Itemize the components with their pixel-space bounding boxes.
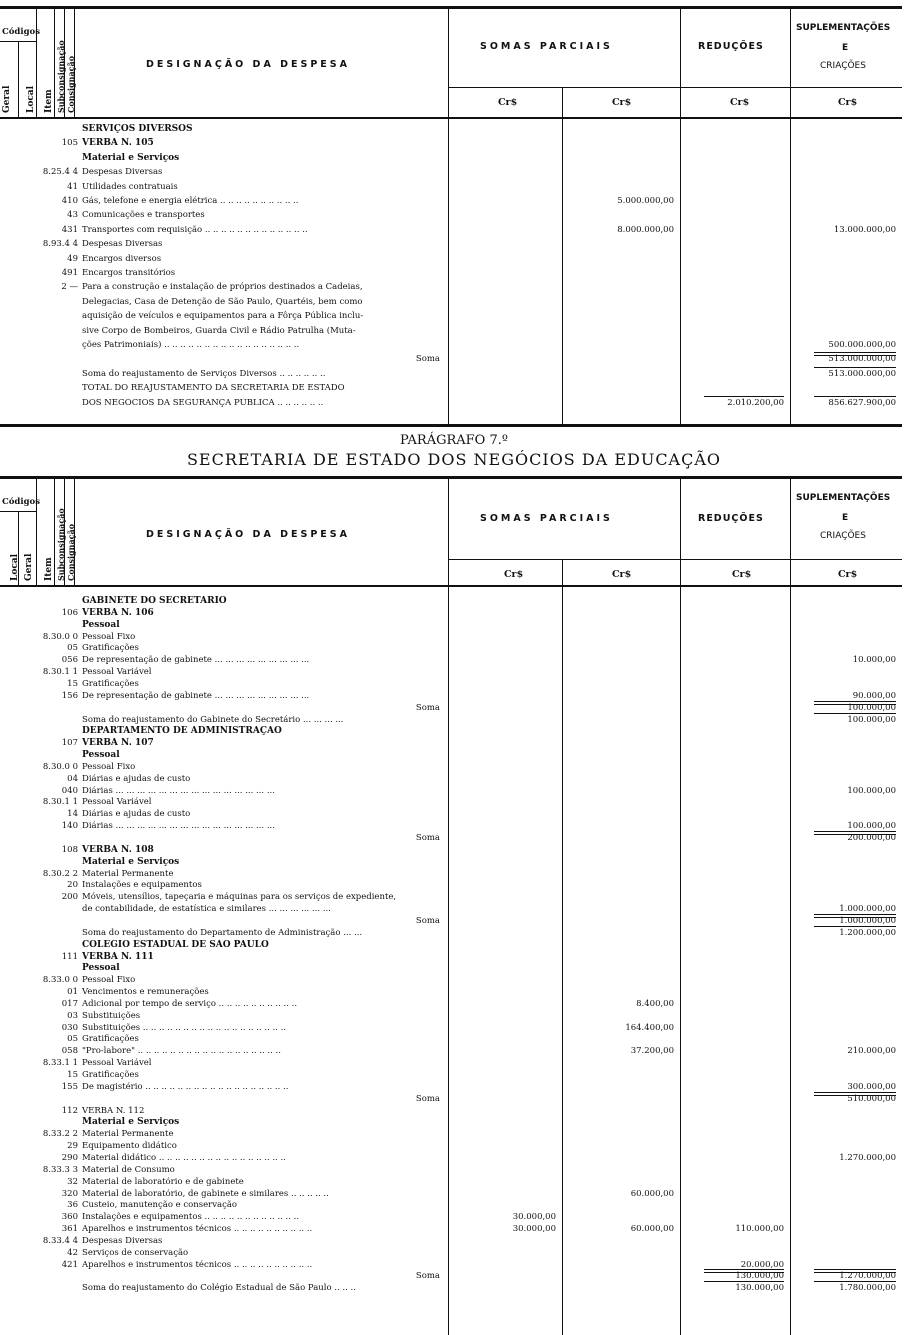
designacao-label: DESIGNAÇÃO DA DESPESA: [146, 59, 350, 70]
row-text: VERBA N. 105: [82, 138, 154, 149]
row-text: Gratificações: [82, 1070, 139, 1080]
local-label: Local: [10, 553, 20, 581]
row-value-c3: 2.010.200,00: [727, 397, 784, 408]
suplementacoes-e: E: [842, 513, 849, 523]
sum-rule: [814, 352, 896, 356]
row-code: 8.33.4 4: [42, 1235, 78, 1246]
sum-rule: [814, 914, 896, 918]
row-value-c4: 1.270.000,00: [839, 1271, 896, 1282]
codigos-label: Códigos: [2, 497, 41, 507]
row-code: 8.30.2 2: [42, 868, 78, 879]
somas-parciais-label: SOMAS PARCIAIS: [480, 41, 613, 52]
row-value-c4: 100.000,00: [847, 714, 896, 725]
row-text: Diárias e ajudas de custo: [82, 773, 191, 784]
row-code: 03: [67, 1010, 78, 1021]
row-value-c2: 60.000,00: [630, 1188, 674, 1199]
criacoes-label: CRIAÇÕES: [820, 61, 866, 71]
row-code: 8.30.0 0: [42, 761, 78, 772]
row-text: Diárias ... ... ... ... ... ... ... ... ... ... ... ... ... ... ...: [82, 821, 275, 832]
row-text: Material e Serviços: [82, 1117, 180, 1128]
currency-c1: Cr$: [504, 569, 524, 580]
currency-c4: Cr$: [838, 97, 858, 108]
item-label: Item: [44, 557, 54, 581]
row-text: Instalações e equipamentos .. .. .. .. .. .. .. .. .. .. .. ..: [82, 1212, 300, 1223]
row-text: TOTAL DO REAJUSTAMENTO DA SECRETARIA DE ESTADO: [82, 383, 345, 394]
geral-label: Geral: [2, 85, 12, 113]
row-value-c4: 200.000,00: [847, 833, 896, 843]
row-text: COLÉGIO ESTADUAL DE SÃO PAULO: [82, 939, 269, 950]
table-header-2: [0, 476, 902, 587]
sum-rule: [704, 396, 784, 397]
currency-c4: Cr$: [838, 569, 858, 580]
row-text: GABINETE DO SECRETÁRIO: [82, 596, 227, 606]
row-text: VERBA N. 112: [82, 1105, 145, 1116]
row-text: Soma: [415, 833, 440, 843]
row-code: 15: [67, 678, 78, 689]
row-value-c4: 500.000.000,00: [828, 340, 896, 350]
divider: [0, 424, 902, 427]
reducoes-label: REDUÇÕES: [698, 41, 764, 52]
row-value-c4: 100.000,00: [847, 785, 896, 796]
row-code: 410: [61, 196, 78, 206]
row-code: 15: [67, 1070, 78, 1080]
row-text: Gratificações: [82, 1034, 139, 1045]
row-text: DOS NEGÓCIOS DA SEGURANÇA PÚBLICA .. .. .. .. .. ..: [82, 397, 324, 408]
row-value-c2: 8.000.000,00: [617, 224, 674, 235]
row-text: Material de laboratório, de gabinete e similares .. .. .. .. ..: [82, 1188, 329, 1199]
row-code: 155: [61, 1081, 78, 1092]
row-code: 431: [61, 224, 78, 235]
sum-rule: [704, 1269, 784, 1273]
row-code: 056: [61, 655, 78, 666]
row-text: Para a construção e instalação de próprios destinados a Cadeias,: [82, 282, 363, 293]
row-code: 8.25.4 4: [42, 167, 78, 178]
suplementacoes-label: SUPLEMENTAÇÕES: [796, 23, 891, 33]
section-seguranca: [0, 118, 902, 424]
row-text: de contabilidade, de estatística e similares ... ... ... ... ... ...: [82, 904, 331, 915]
paragraph-title: SECRETARIA DE ESTADO DOS NEGÓCIOS DA EDUCAÇÃO: [186, 450, 722, 469]
row-text: Despesas Diversas: [82, 239, 163, 250]
row-text: Material e Serviços: [82, 856, 180, 867]
row-text: Despesas Diversas: [82, 1235, 163, 1246]
table-header-1: [0, 6, 902, 119]
paragraph-label: PARÁGRAFO 7.º: [399, 433, 508, 448]
row-value-c3: 110.000,00: [735, 1224, 784, 1235]
sum-rule: [814, 396, 896, 397]
row-code: 360: [61, 1212, 78, 1223]
row-code: 36: [67, 1200, 78, 1211]
row-value-c4: 856.627.900,00: [828, 397, 896, 408]
row-value-c2: 8.400,00: [636, 998, 674, 1009]
row-text: VERBA N. 106: [82, 607, 154, 618]
row-text: Soma: [415, 702, 440, 713]
row-text: Pessoal: [82, 750, 120, 761]
row-text: SERVIÇOS DIVERSOS: [82, 124, 193, 134]
row-code: 040: [61, 785, 78, 796]
row-text: Serviços de conservação: [82, 1247, 189, 1258]
row-text: Material de laboratório e de gabinete: [82, 1176, 244, 1187]
row-text: Diárias ... ... ... ... ... ... ... ... ... ... ... ... ... ... ...: [82, 785, 275, 796]
row-code: 112: [61, 1105, 78, 1116]
sum-rule: [704, 1281, 784, 1282]
row-text: Material Permanente: [82, 1129, 174, 1140]
row-text: Aparelhos e instrumentos técnicos .. .. .. .. .. .. .. .. .. ..: [82, 1259, 313, 1270]
row-value-c3: 130.000,00: [735, 1271, 784, 1282]
row-text: aquisição de veículos e equipamentos para a Fôrça Pública inclu-: [82, 311, 364, 322]
row-code: 107: [61, 738, 78, 749]
row-code: 29: [67, 1141, 78, 1152]
currency-c2: Cr$: [612, 569, 632, 580]
row-code: 105: [61, 138, 78, 149]
row-value-c4: 513.000.000,00: [828, 354, 896, 365]
row-value-c4: 1.200.000,00: [839, 927, 896, 938]
row-code: 05: [67, 1034, 78, 1045]
subconsignacao-label: Subconsignação: [56, 40, 66, 113]
row-value-c2: 5.000.000,00: [617, 196, 674, 206]
row-text: Delegacias, Casa de Detenção de São Paulo, Quartéis, bem como: [82, 296, 363, 307]
row-text: VERBA N. 111: [82, 951, 154, 962]
row-code: 290: [61, 1152, 78, 1163]
geral-label: Geral: [24, 553, 34, 581]
row-text: Gás, telefone e energia elétrica .. .. .. .. .. .. .. .. .. ..: [82, 196, 299, 206]
row-value-c4: 510.000,00: [847, 1093, 896, 1104]
row-text: De representação de gabinete ... ... ... ... ... ... ... ... ...: [82, 655, 310, 666]
row-code: 41: [67, 181, 78, 192]
row-code: 421: [61, 1259, 78, 1270]
currency-c3: Cr$: [732, 569, 752, 580]
row-code: 491: [61, 268, 78, 278]
designacao-label: DESIGNAÇÃO DA DESPESA: [146, 529, 350, 540]
row-text: Soma do reajustamento de Serviços Diversos .. .. .. .. .. ..: [82, 368, 326, 379]
row-text: Soma: [415, 354, 440, 365]
row-text: Soma: [415, 1271, 440, 1282]
row-code: 111: [61, 951, 78, 962]
row-text: Soma do reajustamento do Colégio Estadual de São Paulo .. .. ..: [82, 1283, 356, 1294]
row-value-c4: 1.780.000,00: [839, 1283, 896, 1294]
row-value-c4: 300.000,00: [847, 1081, 896, 1092]
row-text: Adicional por tempo de serviço .. .. .. .. .. .. .. .. .. ..: [82, 998, 298, 1009]
row-text: Soma: [415, 915, 440, 926]
row-text: Transportes com requisição .. .. .. .. .. .. .. .. .. .. .. .. ..: [82, 224, 308, 235]
row-text: DEPARTAMENTO DE ADMINISTRAÇÃO: [82, 726, 282, 737]
row-text: Pessoal: [82, 619, 120, 630]
sum-rule: [814, 367, 896, 368]
row-text: Gratificações: [82, 643, 139, 654]
row-text: Substituições: [82, 1010, 141, 1021]
row-text: ções Patrimoniais) .. .. .. .. .. .. .. .. .. .. .. .. .. .. .. .. ..: [82, 340, 300, 350]
row-code: 017: [61, 998, 78, 1009]
row-code: 8.33.1 1: [42, 1058, 78, 1069]
row-text: De magistério .. .. .. .. .. .. .. .. .. .. .. .. .. .. .. .. .. ..: [82, 1081, 289, 1092]
row-code: 156: [61, 690, 78, 701]
row-text: Despesas Diversas: [82, 167, 163, 178]
row-text: Pessoal Variável: [82, 797, 152, 808]
suplementacoes-e: E: [842, 43, 849, 53]
row-text: Instalações e equipamentos: [82, 880, 202, 891]
row-text: Diárias e ajudas de custo: [82, 809, 191, 820]
row-text: Pessoal Variável: [82, 667, 152, 678]
item-label: Item: [44, 89, 54, 113]
suplementacoes-label: SUPLEMENTAÇÕES: [796, 493, 891, 503]
row-code: 8.33.2 2: [42, 1129, 78, 1140]
row-text: Gratificações: [82, 678, 139, 689]
row-text: Pessoal Variável: [82, 1058, 152, 1069]
row-value-c3: 20.000,00: [740, 1259, 784, 1270]
row-value-c4: 13.000.000,00: [833, 224, 896, 235]
row-code: 8.30.1 1: [42, 797, 78, 808]
row-code: 8.33.0 0: [42, 975, 78, 986]
row-value-c4: 1.000.000,00: [839, 904, 896, 915]
row-text: VERBA N. 108: [82, 844, 154, 855]
row-text: "Pro-labore" .. .. .. .. .. .. .. .. .. .. .. .. .. .. .. .. .. ..: [82, 1046, 281, 1057]
row-code: 2 —: [61, 282, 78, 293]
row-text: Móveis, utensílios, tapeçaria e máquinas para os serviços de expediente,: [82, 892, 397, 903]
sum-rule: [814, 1269, 896, 1273]
row-text: Soma do reajustamento do Gabinete do Secretário ... ... ... ...: [82, 714, 344, 725]
row-text: Pessoal: [82, 963, 120, 974]
consignacao-label: Consignação: [66, 523, 76, 581]
currency-c2: Cr$: [612, 97, 632, 108]
consignacao-label: Consignação: [66, 55, 76, 113]
somas-parciais-label: SOMAS PARCIAIS: [480, 513, 613, 524]
currency-c1: Cr$: [498, 97, 518, 108]
row-value-c4: 1.270.000,00: [839, 1152, 896, 1163]
sum-rule: [814, 713, 896, 714]
row-value-c1: 30.000,00: [512, 1224, 556, 1235]
row-text: Pessoal Fixo: [82, 631, 136, 642]
row-code: 106: [61, 607, 78, 618]
row-text: Encargos diversos: [82, 253, 162, 264]
row-text: Pessoal Fixo: [82, 975, 136, 986]
row-code: 058: [61, 1046, 78, 1057]
row-text: Soma: [415, 1093, 440, 1104]
row-value-c4: 210.000,00: [847, 1046, 896, 1057]
row-value-c4: 10.000,00: [852, 655, 896, 666]
row-code: 200: [61, 892, 78, 903]
sum-rule: [814, 831, 896, 835]
row-text: Utilidades contratuais: [82, 181, 178, 192]
row-text: Aparelhos e instrumentos técnicos .. .. .. .. .. .. .. .. .. ..: [82, 1224, 313, 1235]
row-value-c1: 30.000,00: [512, 1212, 556, 1223]
row-value-c4: 90.000,00: [852, 690, 896, 701]
currency-c3: Cr$: [730, 97, 750, 108]
row-code: 20: [67, 880, 78, 891]
subconsignacao-label: Subconsignação: [56, 508, 66, 581]
row-text: Material didático .. .. .. .. .. .. .. .. .. .. .. .. .. .. .. ..: [82, 1152, 286, 1163]
row-value-c4: 513.000.000,00: [828, 368, 896, 379]
sum-rule: [814, 926, 896, 927]
row-code: 05: [67, 643, 78, 654]
row-code: 42: [67, 1247, 78, 1258]
row-value-c3: 130.000,00: [735, 1283, 784, 1294]
local-label: Local: [26, 85, 36, 113]
row-code: 32: [67, 1176, 78, 1187]
row-code: 43: [67, 210, 78, 221]
row-text: Material de Consumo: [82, 1164, 175, 1175]
row-value-c2: 37.200,00: [630, 1046, 674, 1057]
row-code: 361: [61, 1224, 78, 1235]
section-educacao: [0, 586, 902, 1335]
row-code: 49: [67, 253, 78, 264]
row-code: 320: [61, 1188, 78, 1199]
row-code: 8.30.1 1: [42, 667, 78, 678]
sum-rule: [814, 1281, 896, 1282]
row-code: 140: [61, 821, 78, 832]
row-text: Encargos transitórios: [82, 268, 176, 278]
row-text: Vencimentos e remunerações: [82, 987, 209, 998]
row-text: Substituições .. .. .. .. .. .. .. .. .. .. .. .. .. .. .. .. .. ..: [82, 1022, 287, 1033]
row-text: sive Corpo de Bombeiros, Guarda Civil e Rádio Patrulha (Muta-: [82, 325, 356, 336]
codigos-label: Códigos: [2, 27, 41, 37]
row-value-c2: 164.400,00: [625, 1022, 674, 1033]
row-text: Equipamento didático: [82, 1141, 177, 1152]
row-value-c4: 100.000,00: [847, 702, 896, 713]
row-text: Material Permanente: [82, 868, 174, 879]
row-code: 8.30.0 0: [42, 631, 78, 642]
row-text: Comunicações e transportes: [82, 210, 205, 221]
sum-rule: [814, 701, 896, 705]
row-code: 030: [61, 1022, 78, 1033]
row-code: 14: [67, 809, 78, 820]
row-text: Material e Serviços: [82, 152, 180, 163]
row-code: 8.93.4 4: [42, 239, 78, 250]
row-text: De representação de gabinete ... ... ... ... ... ... ... ... ...: [82, 690, 310, 701]
sum-rule: [814, 1092, 896, 1096]
row-code: 04: [67, 773, 78, 784]
row-value-c4: 100.000,00: [847, 821, 896, 832]
row-text: Custeio, manutenção e conservação: [82, 1200, 238, 1211]
row-text: VERBA N. 107: [82, 738, 154, 749]
reducoes-label: REDUÇÕES: [698, 513, 764, 524]
row-code: 01: [67, 987, 78, 998]
row-value-c2: 60.000,00: [630, 1224, 674, 1235]
row-code: 8.33.3 3: [42, 1164, 78, 1175]
row-text: Pessoal Fixo: [82, 761, 136, 772]
row-value-c4: 1.000.000,00: [839, 915, 896, 926]
criacoes-label: CRIAÇÕES: [820, 531, 866, 541]
row-text: Soma do reajustamento do Departamento de Administração ... ...: [82, 927, 363, 938]
row-code: 108: [61, 844, 78, 855]
